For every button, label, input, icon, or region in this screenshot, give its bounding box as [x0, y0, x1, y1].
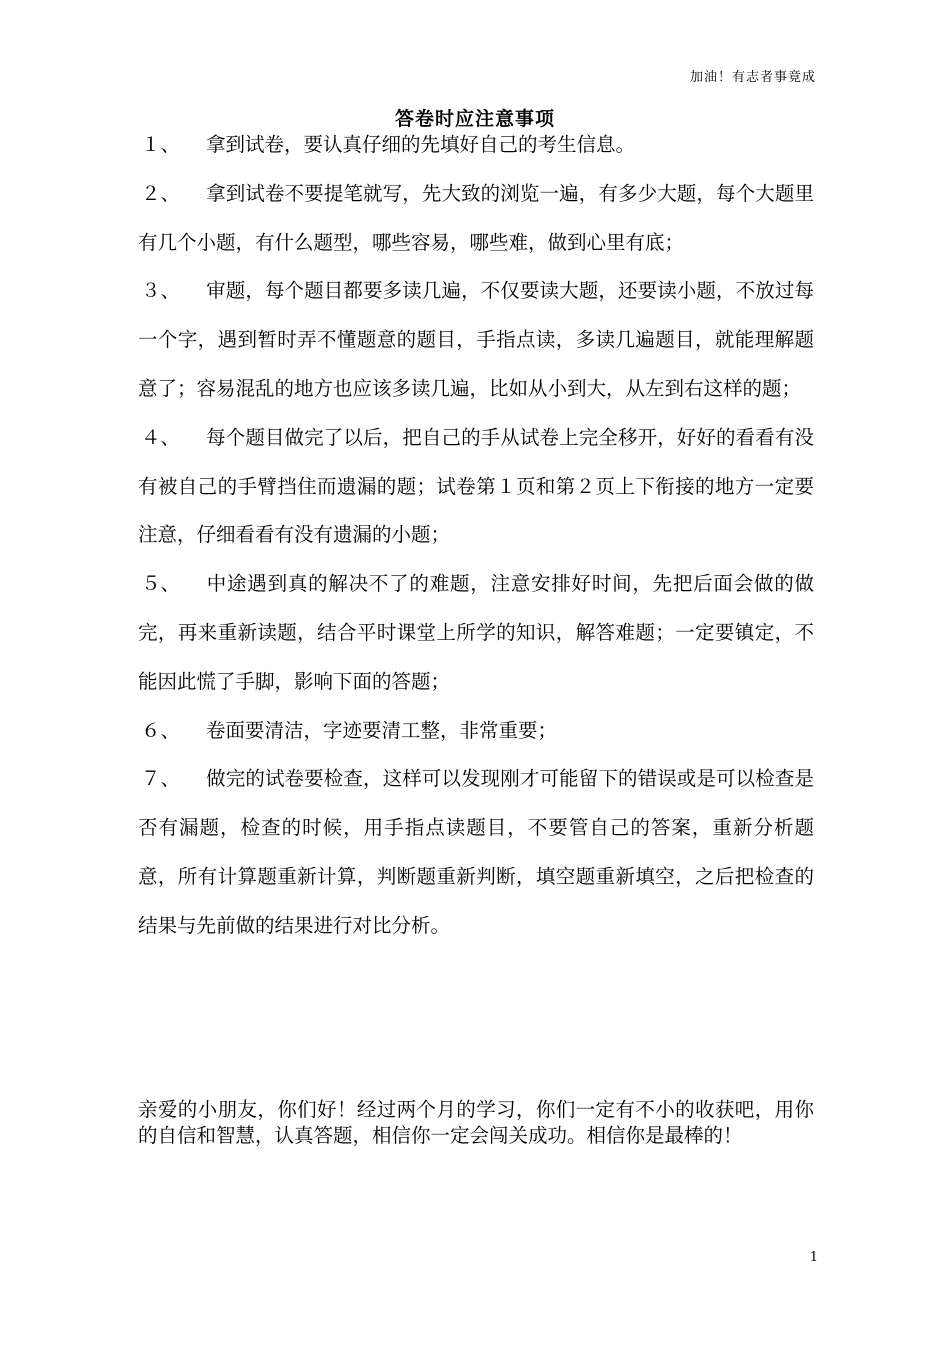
- item-text: 中途遇到真的解决不了的难题，注意安排好时间，先把后面会做的做完，再来重新读题，结合平时课堂上所学的知识，解答难题；一定要镇定，不能因此慌了手脚，影响下面的答题；: [138, 572, 814, 693]
- list-item: [138, 755, 814, 950]
- item-text: 卷面要清洁，字迹要清工整，非常重要；: [206, 718, 558, 742]
- item-number: ５、: [141, 572, 181, 596]
- item-text: 拿到试卷不要提笔就写，先大致的浏览一遍，有多少大题，每个大题里有几个小题，有什么题型，哪些容易，哪些难，做到心里有底；: [138, 181, 814, 254]
- item-text: 做完的试卷要检查，这样可以发现刚才可能留下的错误或是可以检查是否有漏题，检查的时候，用手指点读题目，不要管自己的答案，重新分析题意，所有计算题重新计算，判断题重新判断，填空题重新填空，之后把检查的结果与先前做的结果进行对比分析。: [138, 767, 814, 937]
- list-item: [138, 560, 814, 706]
- header-note: 加油！有志者事竟成: [689, 70, 816, 85]
- item-number: ３、: [141, 279, 181, 303]
- list-item: [138, 170, 814, 268]
- item-number: ６、: [141, 718, 181, 742]
- list-item: [138, 414, 814, 560]
- item-text: 拿到试卷，要认真仔细的先填好自己的考生信息。: [206, 133, 636, 156]
- page-title: 答卷时应注意事项: [394, 108, 555, 130]
- item-number: １、: [141, 133, 181, 156]
- item-number: ７、: [141, 767, 181, 791]
- list-item: [138, 121, 814, 170]
- page-number: 1: [809, 1250, 818, 1265]
- item-text: 每个题目做完了以后，把自己的手从试卷上完全移开，好好的看看有没有被自己的手臂挡住而遗漏的题；试卷第１页和第２页上下衔接的地方一定要注意，仔细看看有没有遗漏的小题；: [138, 425, 814, 547]
- item-number: ４、: [141, 425, 181, 449]
- instructions-list: [138, 121, 814, 951]
- list-item: [138, 267, 814, 413]
- list-item: [138, 707, 814, 756]
- item-number: ２、: [141, 181, 181, 205]
- closing-message: 亲爱的小朋友，你们好！经过两个月的学习，你们一定有不小的收获吧，用你的自信和智慧，认真答题，相信你一定会闯关成功。相信你是最棒的！: [138, 1098, 814, 1147]
- item-text: 审题，每个题目都要多读几遍，不仅要读大题，还要读小题，不放过每一个字，遇到暂时弄不懂题意的题目，手指点读，多读几遍题目，就能理解题意了；容易混乱的地方也应该多读几遍，比如从小到大，从左到右这样的题；: [138, 279, 814, 400]
